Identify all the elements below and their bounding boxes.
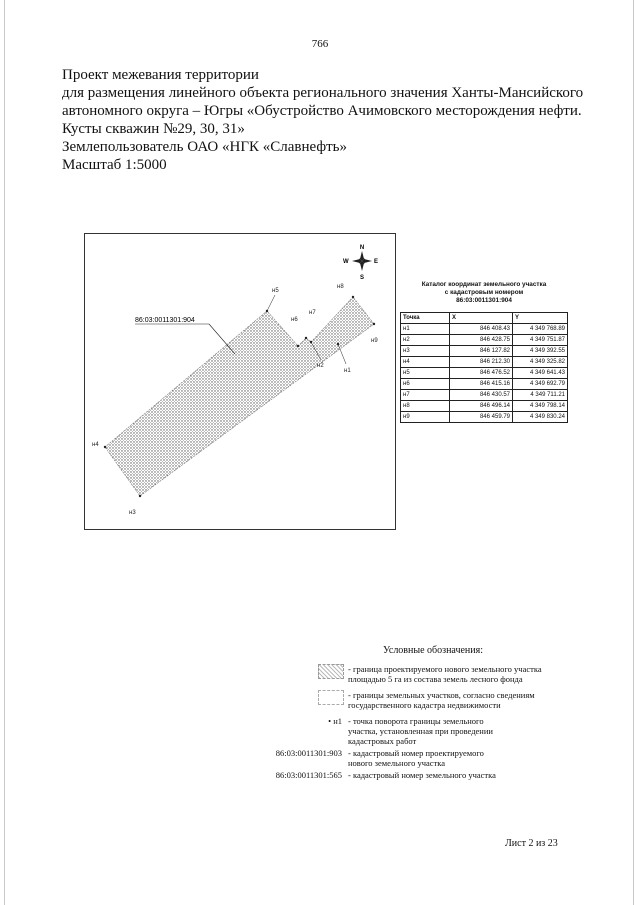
x-cell: 846 415.16 [450,379,513,390]
parcel-map [84,233,396,530]
point-cell: н2 [401,335,450,346]
table-row [401,390,568,401]
point-cell: н3 [401,346,450,357]
point-label-n1: н1 [344,368,351,374]
legend-text: нового земельного участка [348,758,446,768]
x-cell: 846 476.52 [450,368,513,379]
point-n7 [305,337,307,339]
legend-text: - граница проектируемого нового земельного участка [348,664,542,674]
point-label-n8: н8 [337,284,344,290]
table-row [401,368,568,379]
legend-text: - точка поворота границы земельного [348,716,484,726]
compass-e: E [374,259,379,265]
point-cell: н5 [401,368,450,379]
legend-text: - границы земельных участков, согласно сведениям [348,690,535,700]
parcel-cadastral-label: 86:03:0011301:904 [135,317,195,324]
cadastral-key: 86:03:0011301:903 [275,748,342,758]
point-cell: н7 [401,390,450,401]
point-label-n5: н5 [272,288,279,294]
header-line: Кусты скважин №29, 30, 31» [62,121,245,137]
column-header: Точка [401,313,450,324]
point-label-n4: н4 [92,442,99,448]
document-header [62,66,622,174]
point-label-n6: н6 [291,317,298,323]
point-n9 [373,323,375,325]
compass-n: N [359,245,365,251]
y-cell: 4 349 798.14 [513,401,568,412]
x-cell: 846 127.82 [450,346,513,357]
column-header: Y [513,313,568,324]
header-line: для размещения линейного объекта регионального значения Ханты-Мансийского [62,85,584,101]
hatch-swatch-icon [318,664,344,679]
catalog-title-line: Каталог координат земельного участка [421,281,547,288]
header-line: автономного округа – Югры «Обустройство Ачимовского месторождения нефти. [62,103,582,119]
point-n4 [104,446,106,448]
y-cell: 4 349 711.21 [513,390,568,401]
header-line: Землепользователь ОАО «НГК «Славнефть» [62,139,347,155]
page-edge-right [633,0,634,905]
point-n6 [297,345,299,347]
sheet-counter: Лист 2 из 23 [505,838,558,849]
point-n8 [352,296,354,298]
point-cell: н8 [401,401,450,412]
y-cell: 4 349 325.82 [513,357,568,368]
compass-w: W [343,259,349,265]
table-row [401,324,568,335]
column-header: X [450,313,513,324]
coordinate-catalog [398,281,570,423]
y-cell: 4 349 830.24 [513,412,568,423]
legend-text: кадастровых работ [348,736,417,746]
x-cell: 846 459.79 [450,412,513,423]
y-cell: 4 349 392.55 [513,346,568,357]
parcel-polygon [105,297,374,496]
legend-text: площадью 5 га из состава земель лесного фонда [348,674,523,684]
table-row [401,335,568,346]
x-cell: 846 408.43 [450,324,513,335]
catalog-title-line: 86:03:0011301:904 [456,297,512,304]
table-row [401,412,568,423]
table-row [401,379,568,390]
catalog-title [398,281,570,305]
x-cell: 846 428.75 [450,335,513,346]
point-label-n2: н2 [317,363,324,369]
legend-title: Условные обозначения: [383,645,484,656]
cadastral-key: 86:03:0011301:565 [275,770,342,780]
legend-text: государственного кадастра недвижимости [348,700,501,710]
legend-text: - кадастровый номер проектируемого [348,748,484,758]
coordinate-table [400,312,568,423]
y-cell: 4 349 641.43 [513,368,568,379]
compass-icon [343,245,378,281]
y-cell: 4 349 692.79 [513,379,568,390]
compass-s: S [359,275,365,281]
x-cell: 846 430.57 [450,390,513,401]
table-row [401,401,568,412]
x-cell: 846 212.30 [450,357,513,368]
map-drawing [85,234,395,529]
point-cell: н6 [401,379,450,390]
point-cell: н1 [401,324,450,335]
point-label-n9: н9 [371,338,378,344]
table-header-row [401,313,568,324]
legend-text: участка, установленная при проведении [348,726,493,736]
header-line: Масштаб 1:5000 [62,157,167,173]
point-cell: н4 [401,357,450,368]
catalog-title-line: с кадастровым номером [444,289,524,296]
point-n3 [139,495,141,497]
point-label-n3: н3 [129,510,136,516]
y-cell: 4 349 768.89 [513,324,568,335]
table-row [401,357,568,368]
point-cell: н9 [401,412,450,423]
dashed-boundary-swatch-icon [318,690,344,705]
legend-text: - кадастровый номер земельного участка [348,770,496,780]
y-cell: 4 349 751.87 [513,335,568,346]
header-line: Проект межевания территории [62,67,259,83]
page-edge-left [4,0,5,905]
point-label-n7: н7 [309,310,316,316]
table-row [401,346,568,357]
x-cell: 846 496.14 [450,401,513,412]
page-number: 766 [311,38,329,50]
point-marker-key: • н1 [328,716,342,726]
